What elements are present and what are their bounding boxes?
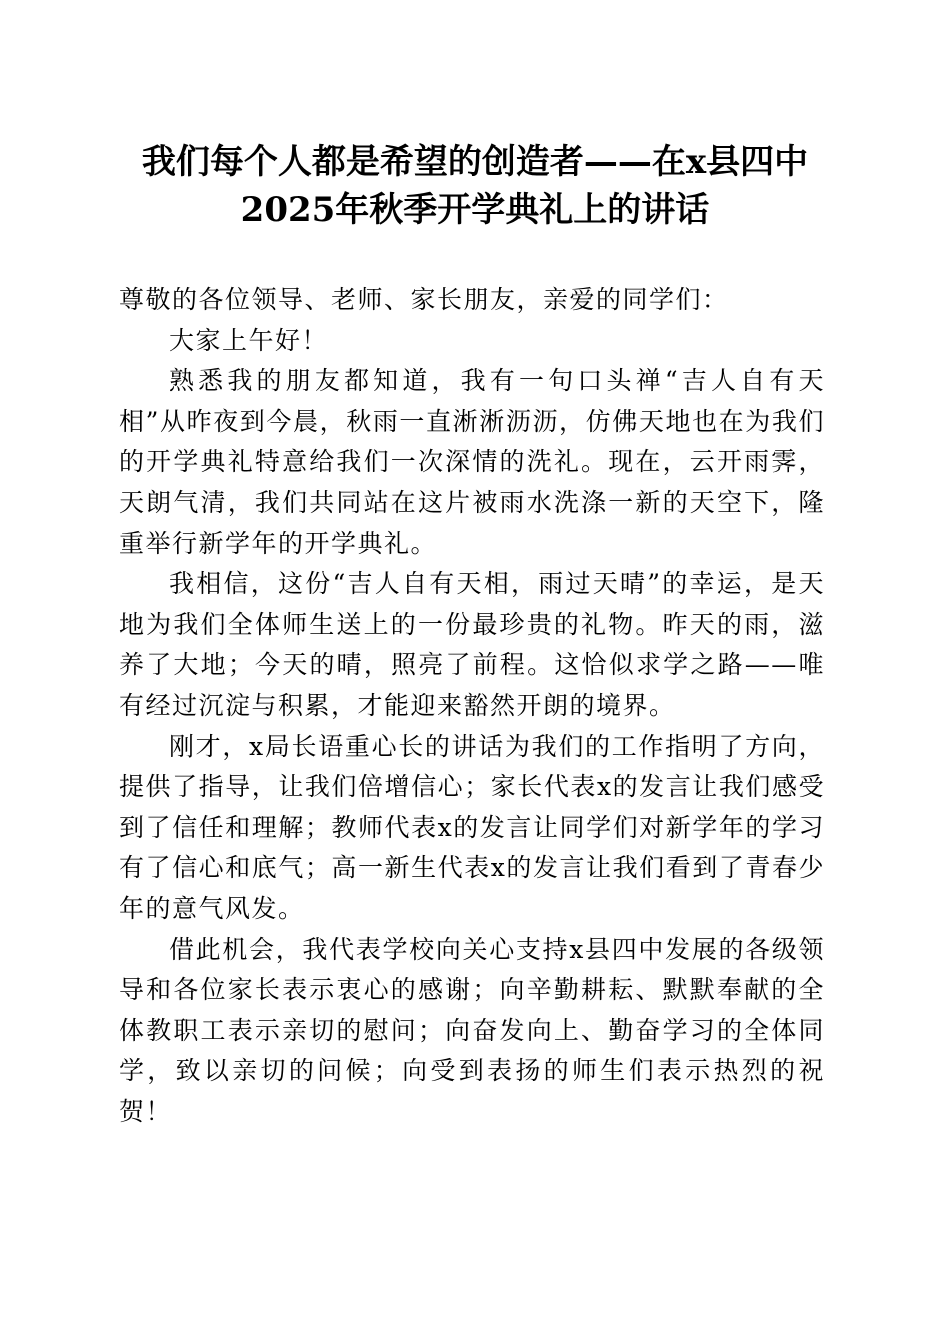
paragraph-1: 熟悉我的朋友都知道，我有一句口头禅“吉人自有天相”从昨夜到今晨，秋雨一直淅淅沥沥，仿佛天地也在为我们的开学典礼特意给我们一次深情的洗礼。现在，云开雨霁，天朗气清，我们共同站在这片被雨水洗涤一新的天空下，隆重举行新学年的开学典礼。 xyxy=(119,366,825,558)
document-title xyxy=(100,138,850,234)
paragraph-greeting: 大家上午好！ xyxy=(169,325,329,355)
title-line-2: 2025年秋季开学典礼上的讲话 xyxy=(240,190,710,230)
paragraph-4: 借此机会，我代表学校向关心支持x县四中发展的各级领导和各位家长表示衷心的感谢；向辛勤耕耘、默默奉献的全体教职工表示亲切的慰问；向奋发向上、勤奋学习的全体同学，致以亲切的问候；向受到表扬的师生们表示热烈的祝贺！ xyxy=(119,934,825,1126)
paragraph-2: 我相信，这份“吉人自有天相，雨过天晴”的幸运，是天地为我们全体师生送上的一份最珍贵的礼物。昨天的雨，滋养了大地；今天的晴，照亮了前程。这恰似求学之路——唯有经过沉淀与积累，才能迎来豁然开朗的境界。 xyxy=(119,569,825,720)
speech-body xyxy=(119,280,825,1132)
paragraph-3: 刚才，x局长语重心长的讲话为我们的工作指明了方向，提供了指导，让我们倍增信心；家长代表x的发言让我们感受到了信任和理解；教师代表x的发言让同学们对新学年的学习有了信心和底气；高一新生代表x的发言让我们看到了青春少年的意气风发。 xyxy=(119,731,825,923)
title-line-1: 我们每个人都是希望的创造者——在x县四中 xyxy=(141,142,809,182)
salutation: 尊敬的各位领导、老师、家长朋友，亲爱的同学们： xyxy=(119,285,729,314)
